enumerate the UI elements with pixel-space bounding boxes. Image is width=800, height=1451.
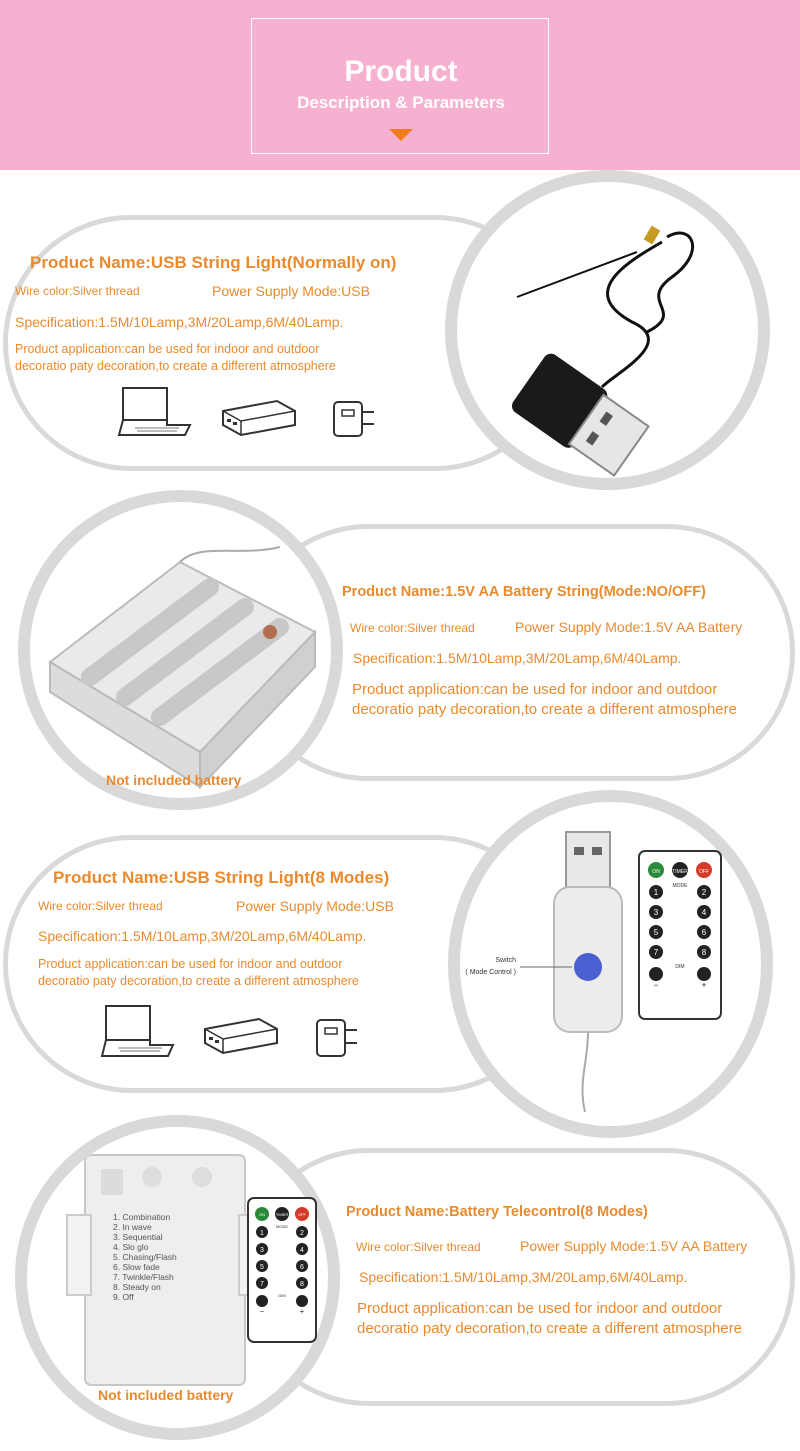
remote-key: 6 [300, 1264, 304, 1271]
mode-item: 8. Steady on [113, 1282, 161, 1292]
header-subtitle: Description & Parameters [297, 93, 505, 112]
wire-color: Wire color:Silver thread [15, 284, 140, 298]
specification: Specification:1.5M/10Lamp,3M/20Lamp,6M/40Lamp. [15, 314, 344, 330]
application-line-1: Product application:can be used for indoor and outdoor [38, 957, 343, 971]
remote-mode-label: MODE [672, 883, 688, 889]
remote-key: 1 [653, 888, 659, 897]
remote-dim-label: DIM [675, 964, 685, 970]
application-line-1: Product application:can be used for indoor and outdoor [15, 342, 320, 356]
power-supply: Power Supply Mode:USB [212, 283, 370, 299]
power-supply: Power Supply Mode:1.5V AA Battery [520, 1238, 748, 1254]
application-line-1: Product application:can be used for indoor and outdoor [357, 1300, 723, 1317]
mode-item: 5. Chasing/Flash [113, 1252, 177, 1262]
mode-item: 3. Sequential [113, 1232, 163, 1242]
header-banner [0, 0, 800, 170]
remote-off-label: OFF [298, 1212, 306, 1217]
header-title: Product [344, 55, 458, 88]
mode-item: 2. In wave [113, 1222, 152, 1232]
application-line-2: decoratio paty decoration,to create a different atmosphere [357, 1320, 742, 1337]
remote-key: 4 [300, 1247, 304, 1254]
laptop-icon [115, 385, 195, 440]
battery-note: Not included battery [106, 772, 242, 788]
remote-key: 7 [260, 1281, 264, 1288]
product-name: Product Name:Battery Telecontrol(8 Modes) [346, 1204, 648, 1220]
remote-key: 2 [701, 888, 707, 897]
battery-box-photo [18, 490, 343, 810]
application [357, 1299, 742, 1339]
remote-key: 1 [260, 1230, 264, 1237]
remote-timer-label: TIMER [672, 869, 688, 875]
mode-item: 6. Slow fade [113, 1262, 160, 1272]
application [15, 341, 336, 375]
remote-on-label: ON [652, 869, 660, 875]
specification: Specification:1.5M/10Lamp,3M/20Lamp,6M/40Lamp. [38, 928, 367, 944]
product-name: Product Name:USB String Light(Normally on) [30, 253, 397, 272]
switch-label: Switch [495, 957, 516, 964]
mode-item: 7. Twinkle/Flash [113, 1272, 174, 1282]
mode-item: 4. Slo glo [113, 1242, 149, 1252]
remote-control-icon [638, 850, 722, 1020]
remote-plus-label: + [299, 1307, 305, 1316]
specification: Specification:1.5M/10Lamp,3M/20Lamp,6M/40Lamp. [359, 1269, 688, 1285]
specification: Specification:1.5M/10Lamp,3M/20Lamp,6M/40Lamp. [353, 650, 682, 666]
application-line-2: decoratio paty decoration,to create a different atmosphere [38, 974, 359, 988]
remote-control-icon [247, 1197, 317, 1343]
usb-controller-photo [448, 790, 773, 1138]
remote-key: 3 [653, 908, 659, 917]
remote-key: 5 [260, 1264, 264, 1271]
remote-key: 4 [701, 908, 707, 917]
remote-key: 3 [260, 1247, 264, 1254]
header-frame [251, 18, 549, 154]
remote-key: 7 [653, 948, 659, 957]
power-supply: Power Supply Mode:1.5V AA Battery [515, 619, 743, 635]
remote-off-label: OFF [699, 869, 709, 875]
remote-timer-label: TIMER [275, 1212, 289, 1217]
usb-plug-icon [457, 182, 758, 478]
wall-adapter-icon [330, 398, 380, 440]
mode-list [113, 1212, 177, 1302]
battery-box-icon [30, 502, 331, 798]
remote-key: 2 [300, 1230, 304, 1237]
application-line-2: decoratio paty decoration,to create a different atmosphere [15, 359, 336, 373]
switch-label-detail: ( Mode Control ) [465, 969, 516, 976]
usb-plug-photo [445, 170, 770, 490]
wall-adapter-icon [313, 1016, 363, 1060]
laptop-icon [98, 1003, 178, 1061]
wire-color: Wire color:Silver thread [38, 899, 163, 913]
remote-key: 8 [300, 1281, 304, 1288]
application [352, 680, 737, 720]
application-line-1: Product application:can be used for indoor and outdoor [352, 681, 718, 698]
down-arrow-icon [389, 129, 413, 141]
mode-item: 9. Off [113, 1292, 134, 1302]
remote-on-label: ON [259, 1212, 265, 1217]
power-supply: Power Supply Mode:USB [236, 898, 394, 914]
product-name: Product Name:USB String Light(8 Modes) [53, 868, 390, 887]
application [38, 956, 359, 990]
remote-minus-label: − [259, 1307, 265, 1316]
remote-key: 5 [653, 928, 659, 937]
battery-note: Not included battery [98, 1387, 234, 1403]
power-bank-icon [199, 1013, 281, 1057]
application-line-2: decoratio paty decoration,to create a different atmosphere [352, 701, 737, 718]
wire-color: Wire color:Silver thread [350, 621, 475, 635]
remote-key: 8 [701, 948, 707, 957]
remote-dim-label: DIM [278, 1293, 286, 1298]
wire-color: Wire color:Silver thread [356, 1240, 481, 1254]
remote-minus-label: − [653, 980, 659, 990]
remote-key: 6 [701, 928, 707, 937]
product-name: Product Name:1.5V AA Battery String(Mode:NO/OFF) [342, 584, 706, 600]
remote-mode-label: MODE [276, 1224, 288, 1229]
mode-item: 1. Combination [113, 1212, 171, 1222]
power-bank-icon [217, 395, 299, 437]
remote-plus-label: + [701, 980, 707, 990]
